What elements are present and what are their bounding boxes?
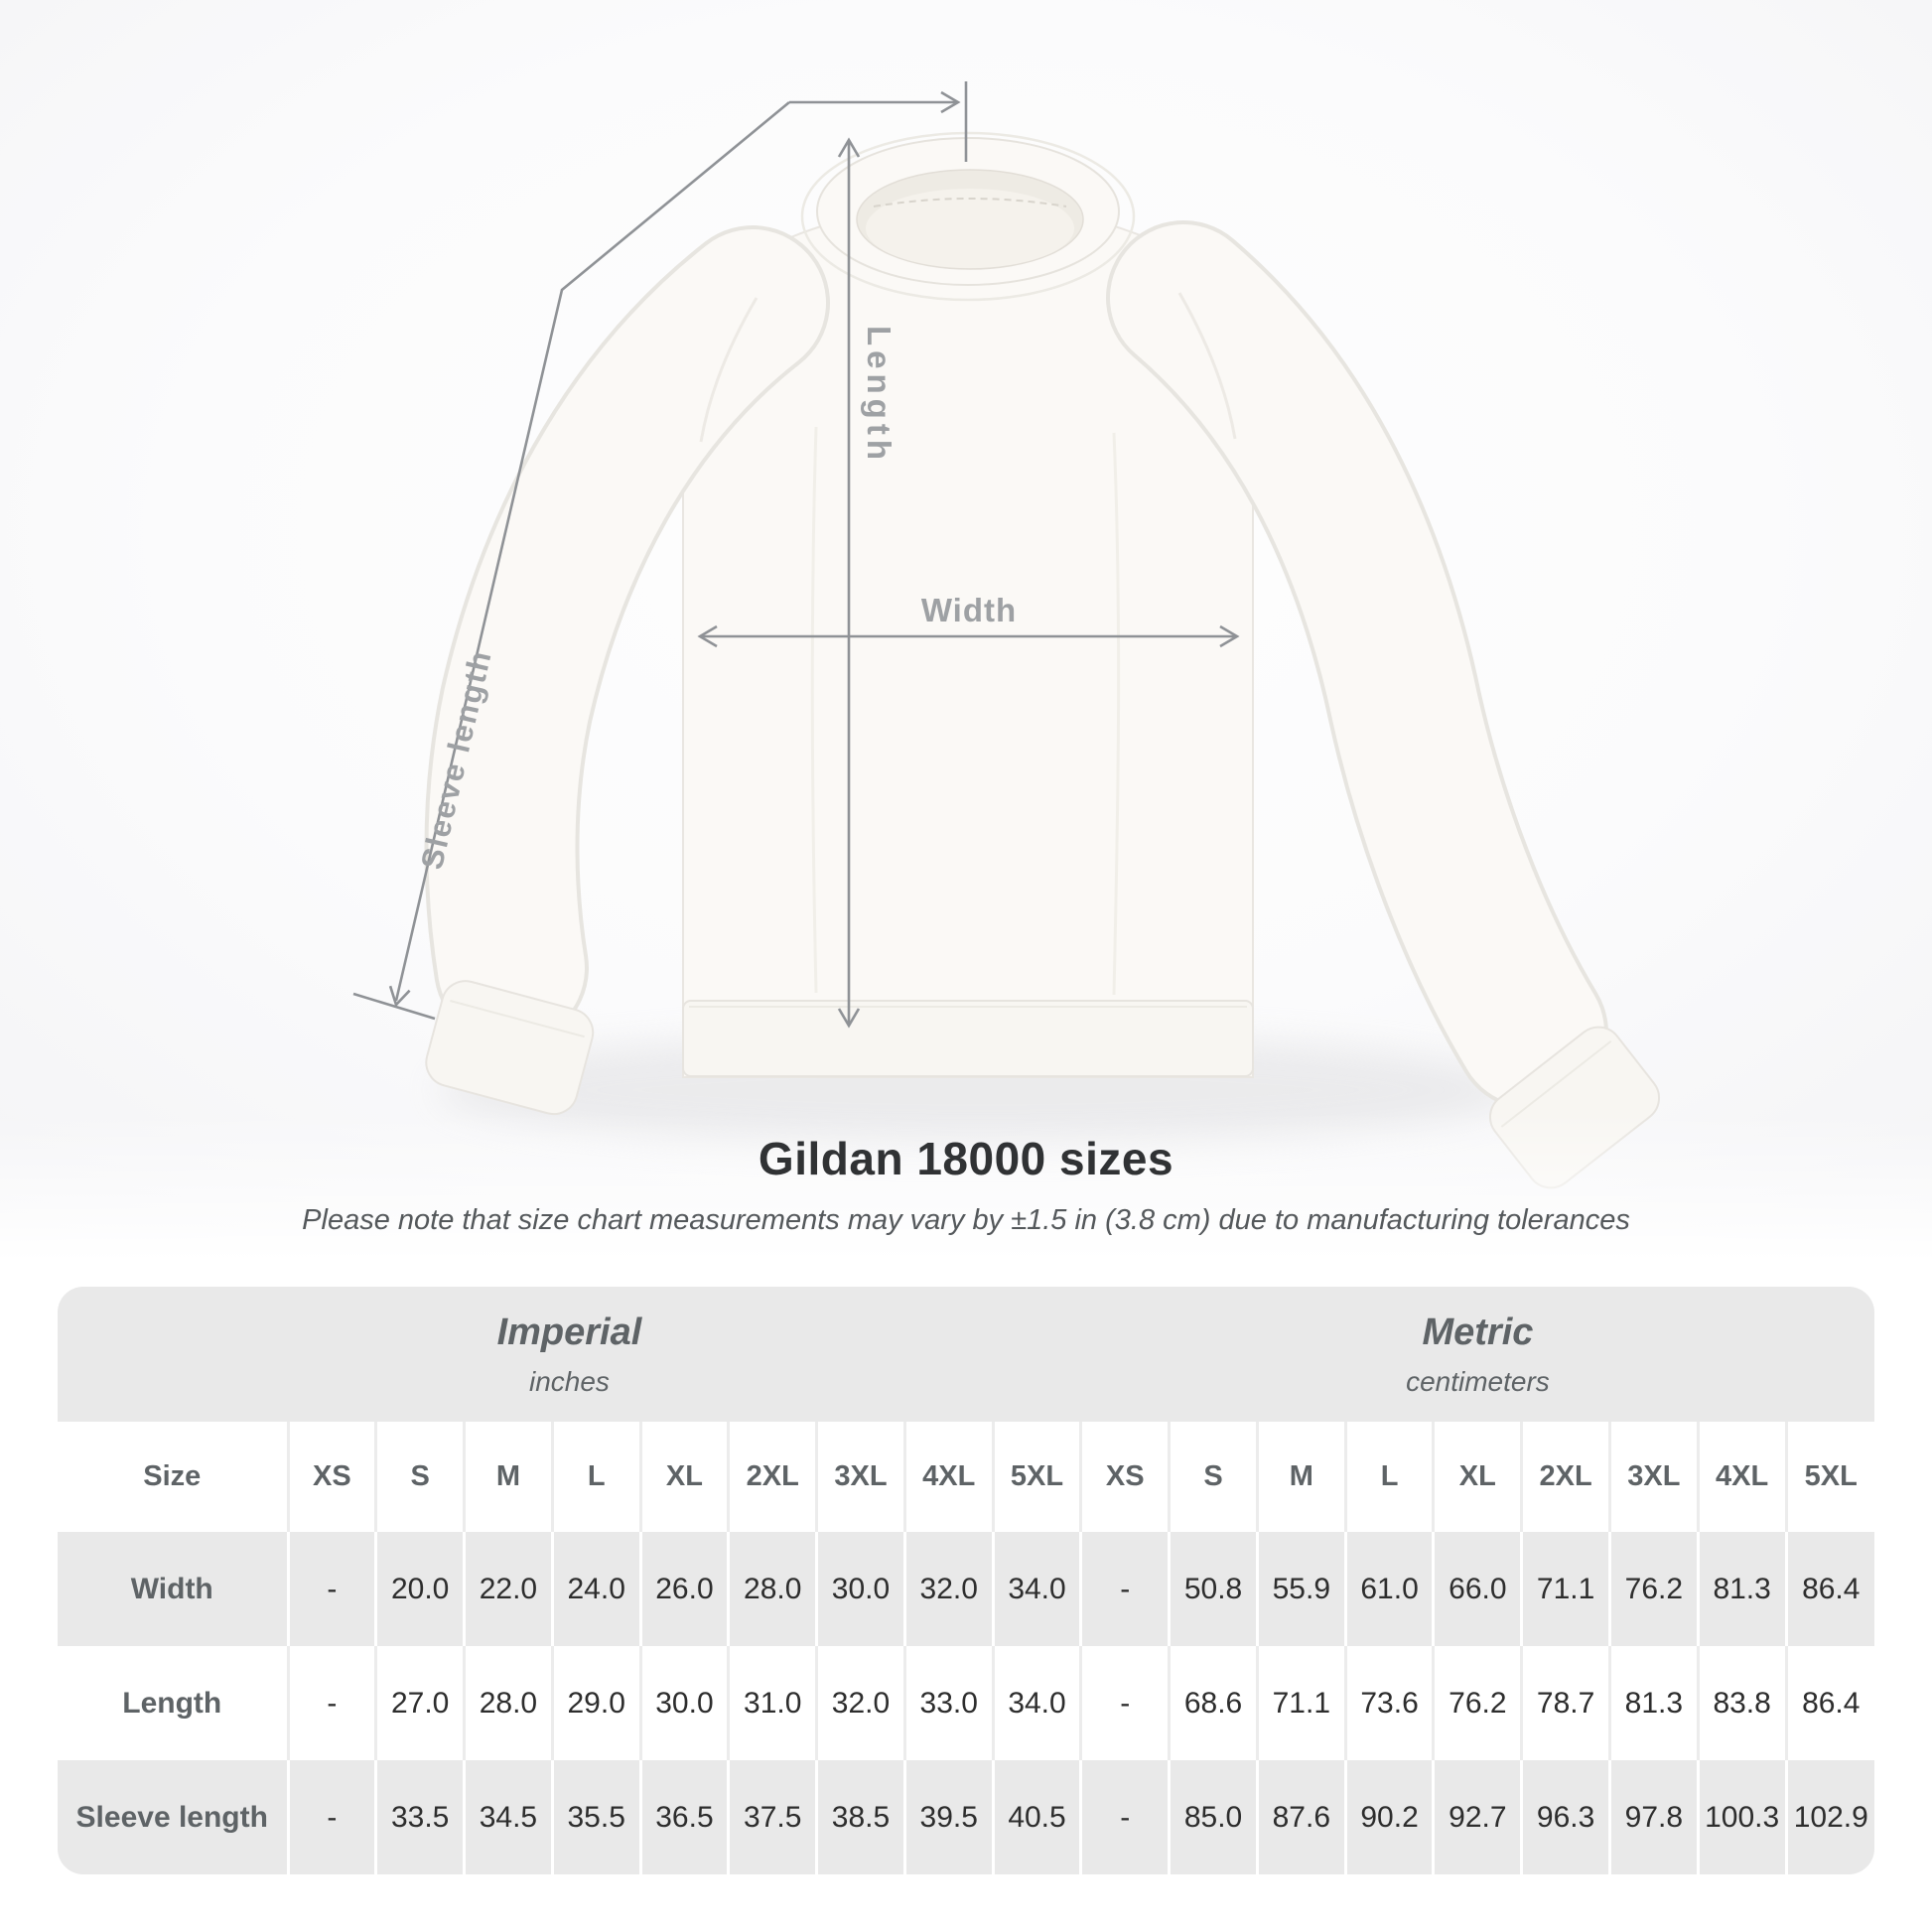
value-cell: 81.3 <box>1609 1646 1698 1760</box>
value-cell: 50.8 <box>1170 1532 1258 1646</box>
value-cell: - <box>1081 1532 1170 1646</box>
value-cell: 97.8 <box>1609 1760 1698 1874</box>
size-col-header: S <box>376 1422 465 1532</box>
size-header: Size <box>58 1422 288 1532</box>
size-col-header: M <box>1257 1422 1345 1532</box>
size-col-header: 3XL <box>1609 1422 1698 1532</box>
table-row-length <box>58 1646 1874 1760</box>
value-cell: - <box>1081 1760 1170 1874</box>
value-cell: 68.6 <box>1170 1646 1258 1760</box>
collar <box>802 133 1134 300</box>
value-cell: 92.7 <box>1434 1760 1522 1874</box>
row-label: Sleeve length <box>58 1760 288 1874</box>
value-cell: 32.0 <box>904 1532 993 1646</box>
size-col-header: L <box>552 1422 640 1532</box>
value-cell: 20.0 <box>376 1532 465 1646</box>
size-col-header: 3XL <box>817 1422 905 1532</box>
size-col-header: XL <box>1434 1422 1522 1532</box>
value-cell: 33.5 <box>376 1760 465 1874</box>
value-cell: 33.0 <box>904 1646 993 1760</box>
size-table <box>58 1287 1874 1874</box>
row-label: Width <box>58 1532 288 1646</box>
value-cell: 29.0 <box>552 1646 640 1760</box>
sleeve-length-measure-label: Sleeve length <box>414 645 498 873</box>
size-col-header: XS <box>288 1422 376 1532</box>
value-cell: 90.2 <box>1345 1760 1434 1874</box>
table-row-width <box>58 1532 1874 1646</box>
size-table-container <box>58 1287 1874 1874</box>
value-cell: 100.3 <box>1698 1760 1786 1874</box>
table-row-sleeve-length <box>58 1760 1874 1874</box>
size-col-header: S <box>1170 1422 1258 1532</box>
value-cell: - <box>1081 1646 1170 1760</box>
value-cell: 71.1 <box>1522 1532 1610 1646</box>
size-col-header: 4XL <box>904 1422 993 1532</box>
value-cell: - <box>288 1760 376 1874</box>
value-cell: 31.0 <box>729 1646 817 1760</box>
value-cell: 61.0 <box>1345 1532 1434 1646</box>
value-cell: 26.0 <box>640 1532 729 1646</box>
row-label: Length <box>58 1646 288 1760</box>
value-cell: 35.5 <box>552 1760 640 1874</box>
value-cell: 39.5 <box>904 1760 993 1874</box>
value-cell: 24.0 <box>552 1532 640 1646</box>
size-col-header: 5XL <box>1786 1422 1874 1532</box>
imperial-label: Imperial <box>496 1311 642 1353</box>
value-cell: 85.0 <box>1170 1760 1258 1874</box>
value-cell: 37.5 <box>729 1760 817 1874</box>
length-measure-label: Length <box>861 326 897 465</box>
value-cell: 87.6 <box>1257 1760 1345 1874</box>
unit-group-row <box>58 1287 1874 1422</box>
value-cell: 71.1 <box>1257 1646 1345 1760</box>
size-col-header: 4XL <box>1698 1422 1786 1532</box>
value-cell: 36.5 <box>640 1760 729 1874</box>
size-col-header: L <box>1345 1422 1434 1532</box>
size-col-header: XS <box>1081 1422 1170 1532</box>
value-cell: 34.5 <box>465 1760 553 1874</box>
value-cell: 22.0 <box>465 1532 553 1646</box>
value-cell: 30.0 <box>640 1646 729 1760</box>
value-cell: 28.0 <box>729 1532 817 1646</box>
size-col-header: M <box>465 1422 553 1532</box>
value-cell: 28.0 <box>465 1646 553 1760</box>
metric-label: Metric <box>1422 1311 1534 1353</box>
width-measure-label: Width <box>920 592 1018 628</box>
waistband <box>683 1001 1253 1076</box>
value-cell: 34.0 <box>993 1646 1081 1760</box>
imperial-group-header <box>58 1287 1081 1422</box>
value-cell: 38.5 <box>817 1760 905 1874</box>
value-cell: 86.4 <box>1786 1646 1874 1760</box>
metric-group-header <box>1081 1287 1874 1422</box>
value-cell: 81.3 <box>1698 1532 1786 1646</box>
value-cell: 86.4 <box>1786 1532 1874 1646</box>
page-title: Gildan 18000 sizes <box>758 1133 1174 1184</box>
value-cell: 66.0 <box>1434 1532 1522 1646</box>
size-col-header: XL <box>640 1422 729 1532</box>
inches-label: inches <box>528 1365 610 1397</box>
value-cell: 76.2 <box>1609 1532 1698 1646</box>
size-col-header: 2XL <box>1522 1422 1610 1532</box>
value-cell: 76.2 <box>1434 1646 1522 1760</box>
size-col-header: 2XL <box>729 1422 817 1532</box>
value-cell: 30.0 <box>817 1532 905 1646</box>
value-cell: - <box>288 1532 376 1646</box>
size-col-header: 5XL <box>993 1422 1081 1532</box>
value-cell: 27.0 <box>376 1646 465 1760</box>
value-cell: 40.5 <box>993 1760 1081 1874</box>
value-cell: 78.7 <box>1522 1646 1610 1760</box>
value-cell: 96.3 <box>1522 1760 1610 1874</box>
size-header-row <box>58 1422 1874 1532</box>
centimeters-label: centimeters <box>1406 1365 1550 1397</box>
value-cell: 32.0 <box>817 1646 905 1760</box>
tolerance-note: Please note that size chart measurements may vary by ±1.5 in (3.8 cm) due to manufacturing tolerances <box>302 1204 1630 1236</box>
value-cell: 55.9 <box>1257 1532 1345 1646</box>
value-cell: 34.0 <box>993 1532 1081 1646</box>
value-cell: - <box>288 1646 376 1760</box>
value-cell: 83.8 <box>1698 1646 1786 1760</box>
value-cell: 73.6 <box>1345 1646 1434 1760</box>
value-cell: 102.9 <box>1786 1760 1874 1874</box>
